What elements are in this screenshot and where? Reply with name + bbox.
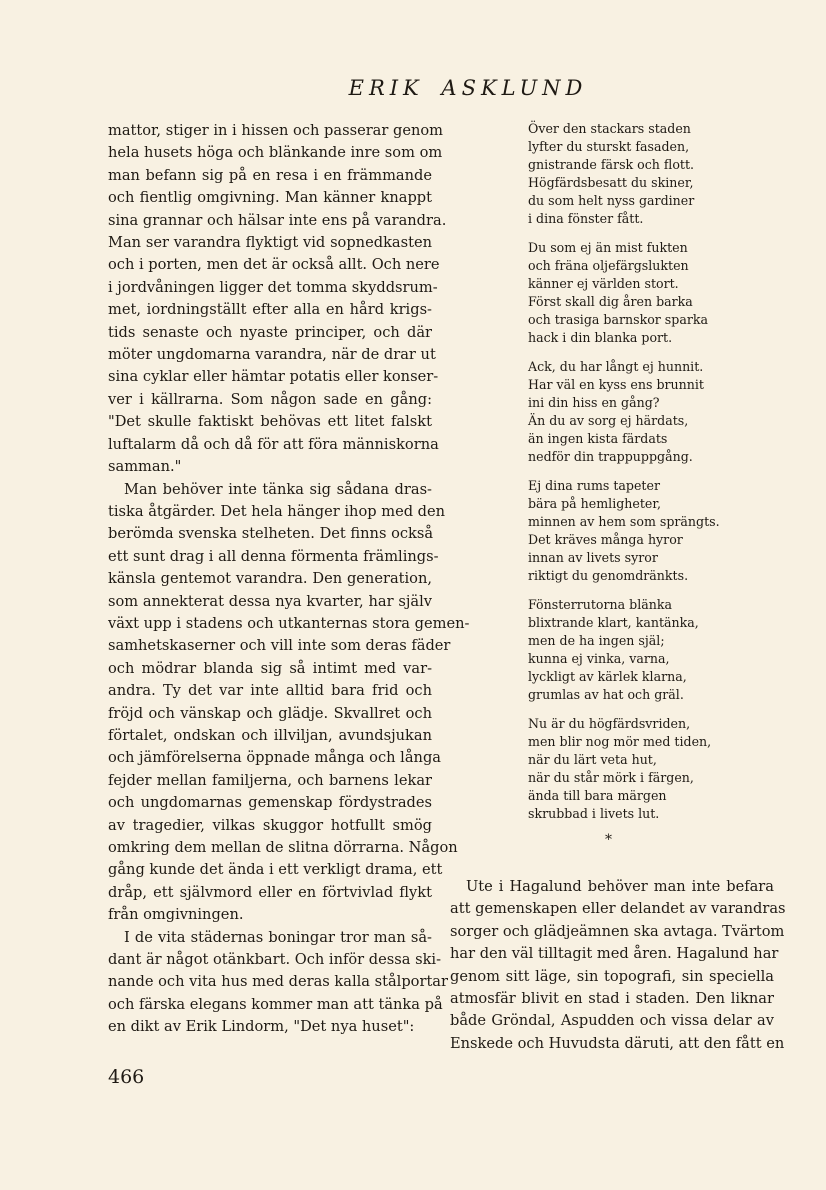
page-number: 466 <box>108 1066 145 1088</box>
text-line: Man ser varandra flyktigt vid sopnedkasten <box>108 234 432 252</box>
poem-line: Du som ej än mist fukten <box>528 240 688 255</box>
poem-stanza <box>528 477 748 585</box>
text-line: I de vita städernas boningar tror man så- <box>124 928 432 946</box>
poem-line: kunna ej vinka, varna, <box>528 651 670 666</box>
text-line: Ute i Hagalund behöver man inte befara <box>466 878 774 895</box>
poem-line: Ack, du har långt ej hunnit. <box>528 359 704 374</box>
poem-line: när du står mörk i färgen, <box>528 770 694 785</box>
author-name: ERIK ASKLUND <box>348 76 588 100</box>
poem-line: nedför din trappuppgång. <box>528 449 693 464</box>
poem-line: Högfärdsbesatt du skiner, <box>528 175 694 190</box>
text-line: Enskede och Huvudsta däruti, att den fått en <box>450 1034 785 1052</box>
text-line: från omgivningen. <box>108 906 244 924</box>
poem-line: men blir nog mör med tiden, <box>528 734 712 749</box>
text-line: och i porten, men det är också allt. Och nere <box>108 256 440 274</box>
text-line: möter ungdomarna varandra, när de drar ut <box>108 346 436 364</box>
poem-line: Först skall dig åren barka <box>528 294 693 309</box>
poem-line: Det kräves många hyror <box>528 532 683 547</box>
text-line: samman." <box>108 458 182 476</box>
running-header <box>0 76 826 100</box>
text-line: känsla gentemot varandra. Den generation, <box>108 570 432 588</box>
text-line: sina grannar och hälsar inte ens på varandra. <box>108 211 447 229</box>
poem-line: Ej dina rums tapeter <box>528 478 660 493</box>
text-line: tiska åtgärder. Det hela hänger ihop med den <box>108 502 446 520</box>
text-line: Man behöver inte tänka sig sådana dras- <box>124 480 432 498</box>
poem-line: i dina fönster fått. <box>528 211 644 226</box>
poem-line: än ingen kista färdats <box>528 431 668 446</box>
poem-line: lyfter du sturskt fasaden, <box>528 139 690 154</box>
poem-line: Över den stackars staden <box>528 121 691 136</box>
poem-line: innan av livets syror <box>528 550 658 565</box>
text-line: sina cyklar eller hämtar potatis eller konser- <box>108 368 439 386</box>
text-line: gång kunde det ända i ett verkligt drama, ett <box>108 861 443 879</box>
poem-line: blixtrande klart, kantänka, <box>528 615 699 630</box>
text-line: av tragedier, vilkas skuggor hotfullt smög <box>108 816 432 834</box>
text-line: hela husets höga och blänkande inre som om <box>108 144 443 162</box>
poem-line: skrubbad i livets lut. <box>528 806 660 821</box>
poem-line: grumlas av hat och gräl. <box>528 687 684 702</box>
poem-line: du som helt nyss gardiner <box>528 193 695 208</box>
left-text-column <box>108 120 470 1039</box>
text-line: mattor, stiger in i hissen och passerar genom <box>108 122 443 139</box>
text-line: dråp, ett självmord eller en förtvivlad flykt <box>108 883 432 901</box>
text-line: nande och vita hus med deras kalla stålportar <box>108 973 448 991</box>
poem-line: och fräna oljefärgslukten <box>528 258 689 273</box>
text-line: växt upp i stadens och utkanternas stora gemen- <box>108 614 470 632</box>
poem-stanza <box>528 239 748 347</box>
text-line: ett sunt drag i all denna förmenta främlings- <box>108 547 439 565</box>
text-line: fröjd och vänskap och glädje. Skvallret och <box>108 704 432 722</box>
text-line: som annekterat dessa nya kvarter, har själv <box>108 592 432 610</box>
poem-stanza <box>528 596 748 704</box>
text-line: tids senaste och nyaste principer, och där <box>108 323 432 341</box>
poem-line: när du lärt veta hut, <box>528 752 657 767</box>
poem-stanza <box>528 715 748 823</box>
poem-stanza <box>528 358 748 466</box>
text-line: ver i källrarna. Som någon sade en gång: <box>108 390 432 408</box>
poem-line: och trasiga barnskor sparka <box>528 312 708 327</box>
text-line: att gemenskapen eller delandet av varandras <box>450 900 786 918</box>
poem-line: gnistrande färsk och flott. <box>528 157 695 172</box>
text-line: "Det skulle faktiskt behövas ett litet falskt <box>108 413 432 431</box>
text-line: met, iordningställt efter alla en hård krigs- <box>108 301 432 319</box>
poem-line: ända till bara märgen <box>528 788 667 803</box>
poem-stanza <box>528 120 748 228</box>
text-line: i jordvåningen ligger det tomma skyddsrum- <box>108 278 438 296</box>
poem-line: lyckligt av kärlek klarna, <box>528 669 687 684</box>
poem-line: men de ha ingen själ; <box>528 633 665 648</box>
poem-line: bära på hemligheter, <box>528 496 662 511</box>
text-line: man befann sig på en resa i en främmande <box>108 166 432 184</box>
poem-line: Fönsterrutorna blänka <box>528 597 673 612</box>
poem-line: Har väl en kyss ens brunnit <box>528 377 704 392</box>
section-separator: * <box>605 832 612 848</box>
text-line: genom sitt läge, sin topografi, sin speciella <box>450 967 774 985</box>
text-line: luftalarm då och då för att föra människorna <box>108 435 439 453</box>
text-line: en dikt av Erik Lindorm, "Det nya huset": <box>108 1018 415 1036</box>
text-line: både Gröndal, Aspudden och vissa delar av <box>450 1012 774 1030</box>
poem-line: Nu är du högfärdsvriden, <box>528 716 691 731</box>
poem-line: riktigt du genomdränkts. <box>528 568 689 583</box>
text-line: samhetskaserner och vill inte som deras fäder <box>108 637 451 655</box>
poem-column <box>528 120 748 834</box>
text-line: dant är något otänkbart. Och inför dessa ski- <box>108 951 442 969</box>
text-line: har den väl tilltagit med åren. Hagalund har <box>450 945 779 963</box>
poem-line: hack i din blanka port. <box>528 330 673 345</box>
text-line: fejder mellan familjerna, och barnens lekar <box>108 771 432 789</box>
poem-line: känner ej världen stort. <box>528 276 679 291</box>
poem-line: minnen av hem som sprängts. <box>528 514 720 529</box>
text-line: och jämförelserna öppnade många och långa <box>108 749 441 767</box>
text-line: och mödrar blanda sig så intimt med var- <box>108 659 432 677</box>
text-line: sorger och glädjeämnen ska avtaga. Tvärtom <box>450 922 785 940</box>
text-line: och färska elegans kommer man att tänka på <box>108 995 443 1013</box>
poem-line: ini din hiss en gång? <box>528 395 660 410</box>
text-line: och ungdomarnas gemenskap fördystrades <box>108 794 432 812</box>
text-line: förtalet, ondskan och illviljan, avundsjukan <box>108 726 432 744</box>
text-line: andra. Ty det var inte alltid bara frid och <box>108 682 432 700</box>
text-line: atmosfär blivit en stad i staden. Den liknar <box>450 990 774 1008</box>
text-line: omkring dem mellan de slitna dörrarna. Någon <box>108 839 458 856</box>
poem-line: Än du av sorg ej härdats, <box>528 413 689 428</box>
text-line: berömda svenska stelheten. Det finns också <box>108 525 434 543</box>
bottom-right-text <box>450 876 786 1055</box>
text-line: och fientlig omgivning. Man känner knappt <box>108 189 432 207</box>
